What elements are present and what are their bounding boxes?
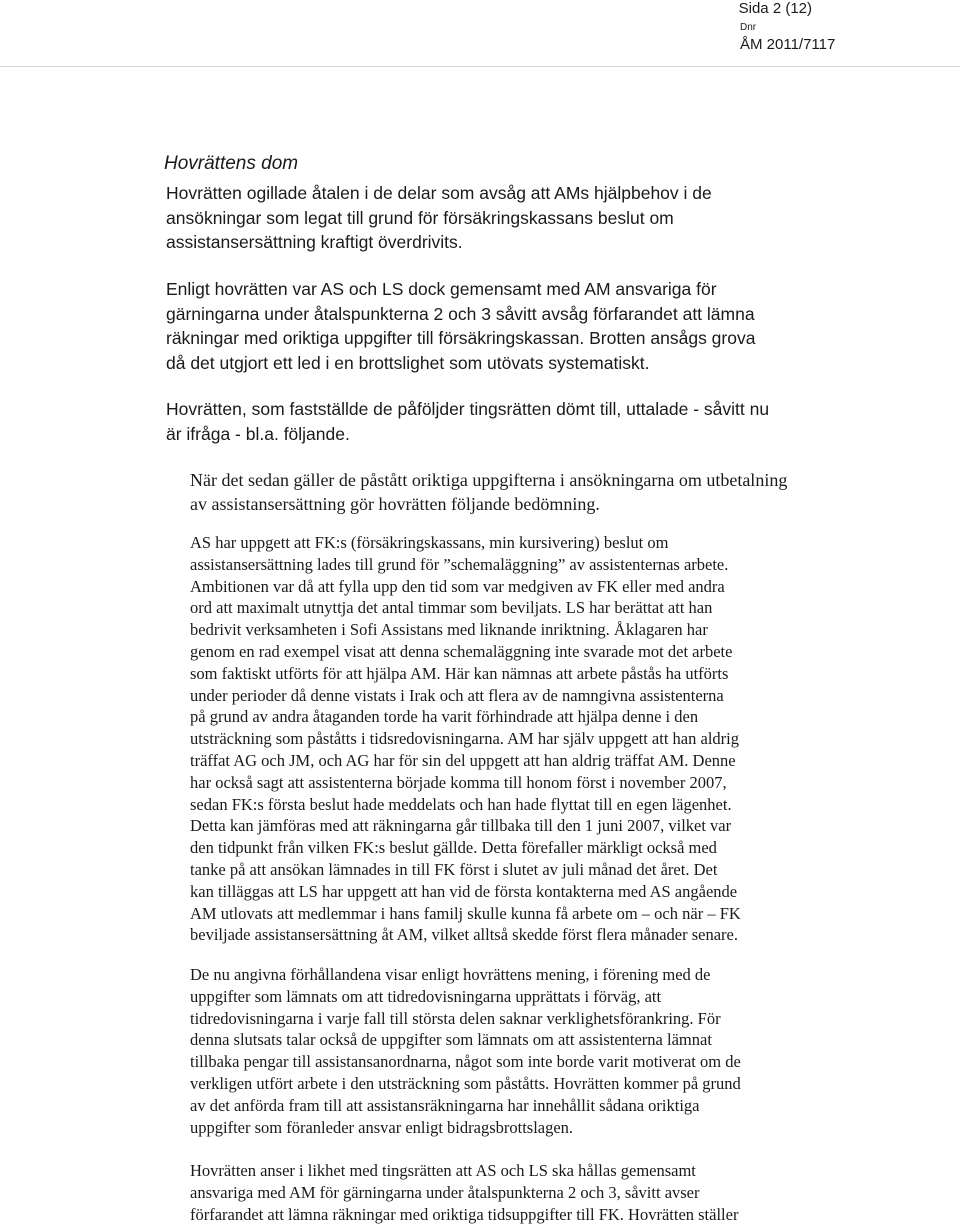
text-line: har också sagt att assistenterna började komma till honom först i november 2007, <box>190 772 727 792</box>
text-line: ansvariga med AM för gärningarna under åtalspunkterna 2 och 3, såvitt avser <box>190 1182 700 1202</box>
text-line: AS har uppgett att FK:s (försäkringskassans, min kursivering) beslut om <box>190 533 669 552</box>
text-line: som faktiskt utförts för att hjälpa AM. Här kan nämnas att arbete påstås ha utförts <box>190 663 729 683</box>
dnr-value: ÅM 2011/7117 <box>740 36 836 53</box>
text-line: Detta kan jämföras med att räkningarna går tillbaka till den 1 juni 2007, vilket var <box>190 816 732 836</box>
text-line: De nu angivna förhållandena visar enligt hovrättens mening, i förening med de <box>190 965 711 984</box>
text-line: tanke på att ansökan lämnades in till FK först i slutet av juli månad det året. Det <box>190 859 718 879</box>
page-number: Sida 2 (12) <box>738 0 812 17</box>
paragraph-2 <box>166 277 755 375</box>
text-line: förfarandet att lämna räkningar med oriktiga tidsuppgifter till FK. Hovrätten ställer <box>190 1204 739 1224</box>
dnr-label: Dnr <box>740 22 757 33</box>
text-line: tillbaka pengar till assistansanordnarna, något som inte borde varit motiverat om de <box>190 1052 741 1072</box>
text-line: verkligen utfört arbete i den utsträckning som påståtts. Hovrätten kommer på grund <box>190 1073 741 1093</box>
text-line: Ambitionen var då att fylla upp den tid som var medgiven av FK eller med andra <box>190 576 725 596</box>
text-line: räkningar med oriktiga uppgifter till försäkringskassan. Brotten ansågs grova <box>166 328 756 348</box>
text-line: beviljade assistansersättning åt AM, vilket alltså skedde först flera månader senare. <box>190 925 738 945</box>
text-line: då det utgjort ett led i en brottslighet som utövats systematiskt. <box>166 352 650 373</box>
paragraph-1 <box>166 181 712 255</box>
text-line: träffat AG och JM, och AG har för sin del uppgett att han aldrig träffat AM. Denne <box>190 750 736 770</box>
text-line: av assistansersättning gör hovrätten följande bedömning. <box>190 494 600 514</box>
paragraph-6 <box>190 964 741 1138</box>
text-line: bedrivit verksamheten i Sofi Assistans med liknande inriktning. Åklagaren har <box>190 620 708 640</box>
text-line: på grund av andra åtaganden torde ha varit förhindrade att hjälpa denne i den <box>190 707 699 727</box>
text-line: tidredovisningarna i varje fall till största delen saknar verklighetsförankring. För <box>190 1008 721 1028</box>
text-line: Hovrätten anser i likhet med tingsrätten att AS och LS ska hållas gemensamt <box>190 1161 696 1180</box>
paragraph-7 <box>190 1160 738 1225</box>
paragraph-5 <box>190 532 741 946</box>
text-line: uppgifter som föranleder ansvar enligt bidragsbrottslagen. <box>190 1117 574 1137</box>
text-line: När det sedan gäller de påstått oriktiga uppgifterna i ansökningarna om utbetalning <box>190 470 788 490</box>
page-header <box>0 0 960 68</box>
text-line: Hovrätten ogillade åtalen i de delar som avsåg att AMs hjälpbehov i de <box>166 183 712 203</box>
text-line: Hovrätten, som fastställde de påföljder tingsrätten dömt till, uttalade - såvitt nu <box>166 399 770 419</box>
text-line: sedan FK:s första beslut hade meddelats och han hade flyttat till en egen lägenhet. <box>190 794 732 814</box>
text-line: Enligt hovrätten var AS och LS dock gemensamt med AM ansvariga för <box>166 279 717 299</box>
text-line: uppgifter som lämnats om att tidredovisningarna upprättats i förväg, att <box>190 986 662 1006</box>
text-line: av det anförda fram till att assistansräkningarna har innehållit sådana oriktiga <box>190 1095 700 1115</box>
header-divider <box>0 66 960 67</box>
section-heading: Hovrättens dom <box>164 153 299 174</box>
paragraph-3 <box>166 397 769 446</box>
text-line: assistansersättning kraftigt överdrivits. <box>166 232 463 252</box>
text-line: gärningarna under åtalspunkterna 2 och 3 såvitt avsåg förfarandet att lämna <box>166 303 755 324</box>
text-line: AM utlovats att medlemmar i hans familj skulle kunna få arbete om – och när – FK <box>190 903 741 923</box>
text-line: assistansersättning lades till grund för ”schemaläggning” av assistenternas arbete. <box>190 554 729 574</box>
text-line: är ifråga - bl.a. följande. <box>166 423 350 444</box>
text-line: kan tilläggas att LS har uppgett att han vid de första kontakterna med AS angående <box>190 881 738 901</box>
text-line: under perioder då denne vistats i Irak och att flera av de namngivna assistenterna <box>190 685 724 705</box>
paragraph-4 <box>190 468 787 516</box>
text-line: genom en rad exempel visat att denna schemaläggning inte svarade mot det arbete <box>190 641 733 661</box>
text-line: ansökningar som legat till grund för försäkringskassans beslut om <box>166 207 674 228</box>
text-line: utsträckning som påståtts i tidsredovisningarna. AM har själv uppgett att han aldrig <box>190 729 739 749</box>
text-line: den tidpunkt från vilken FK:s beslut gällde. Detta förefaller märkligt också med <box>190 838 717 858</box>
text-line: denna slutsats talar också de uppgifter som lämnats om att assistenterna lämnat <box>190 1030 712 1050</box>
text-line: ord att maximalt utnyttja det antal timmar som beviljats. LS har berättat att han <box>190 598 713 618</box>
